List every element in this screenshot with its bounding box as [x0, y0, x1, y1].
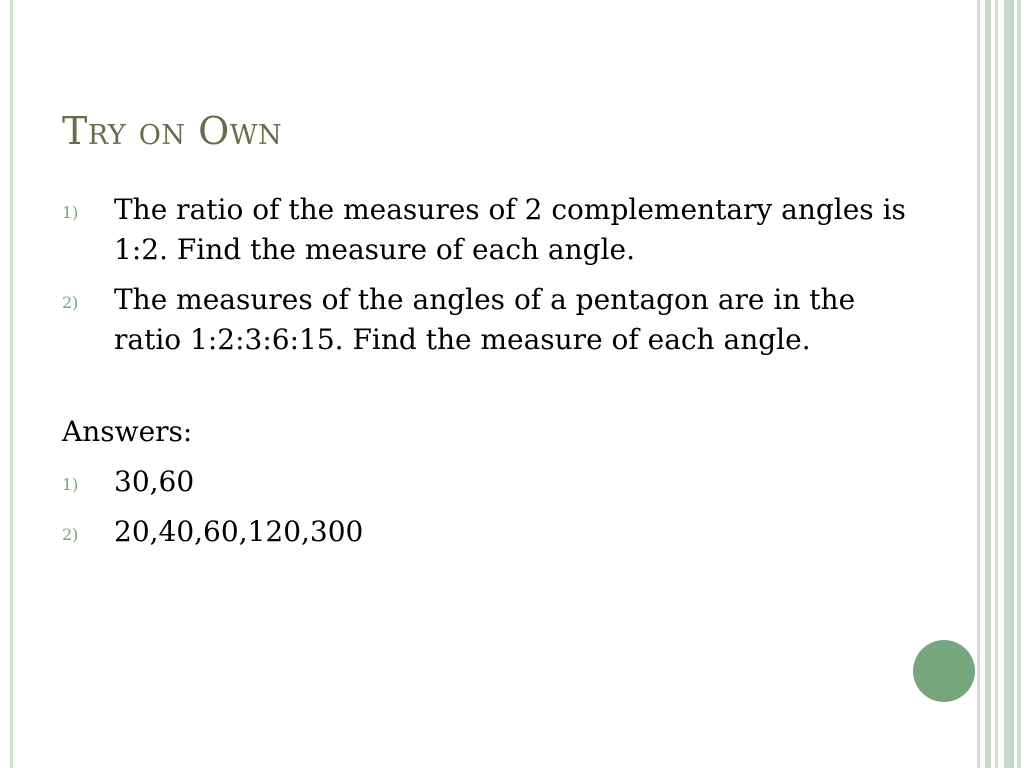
- answer-item: [62, 512, 922, 552]
- problem-text: The measures of the angles of a pentagon are in the ratio 1:2:3:6:15. Find the measure of each angle.: [114, 283, 856, 356]
- problem-item: [62, 280, 922, 360]
- right-stripe: [977, 0, 980, 768]
- list-number: 1): [62, 475, 79, 494]
- problem-text: The ratio of the measures of 2 complementary angles is 1:2. Find the measure of each angle.: [114, 193, 906, 266]
- spacer: [62, 370, 922, 412]
- left-border-line: [10, 0, 13, 768]
- slide-content: [62, 190, 922, 562]
- answer-item: [62, 462, 922, 502]
- answer-text: 20,40,60,120,300: [114, 515, 364, 548]
- right-stripe: [995, 0, 998, 768]
- list-number: 1): [62, 203, 79, 222]
- answers-heading: Answers:: [62, 415, 193, 448]
- list-number: 2): [62, 525, 79, 544]
- right-stripe: [985, 0, 991, 768]
- problem-item: [62, 190, 922, 270]
- decorative-circle: [913, 640, 975, 702]
- right-stripe: [1004, 0, 1014, 768]
- list-number: 2): [62, 293, 79, 312]
- slide-title: Try on Own: [62, 109, 283, 153]
- right-stripe: [1017, 0, 1021, 768]
- answer-text: 30,60: [114, 465, 195, 498]
